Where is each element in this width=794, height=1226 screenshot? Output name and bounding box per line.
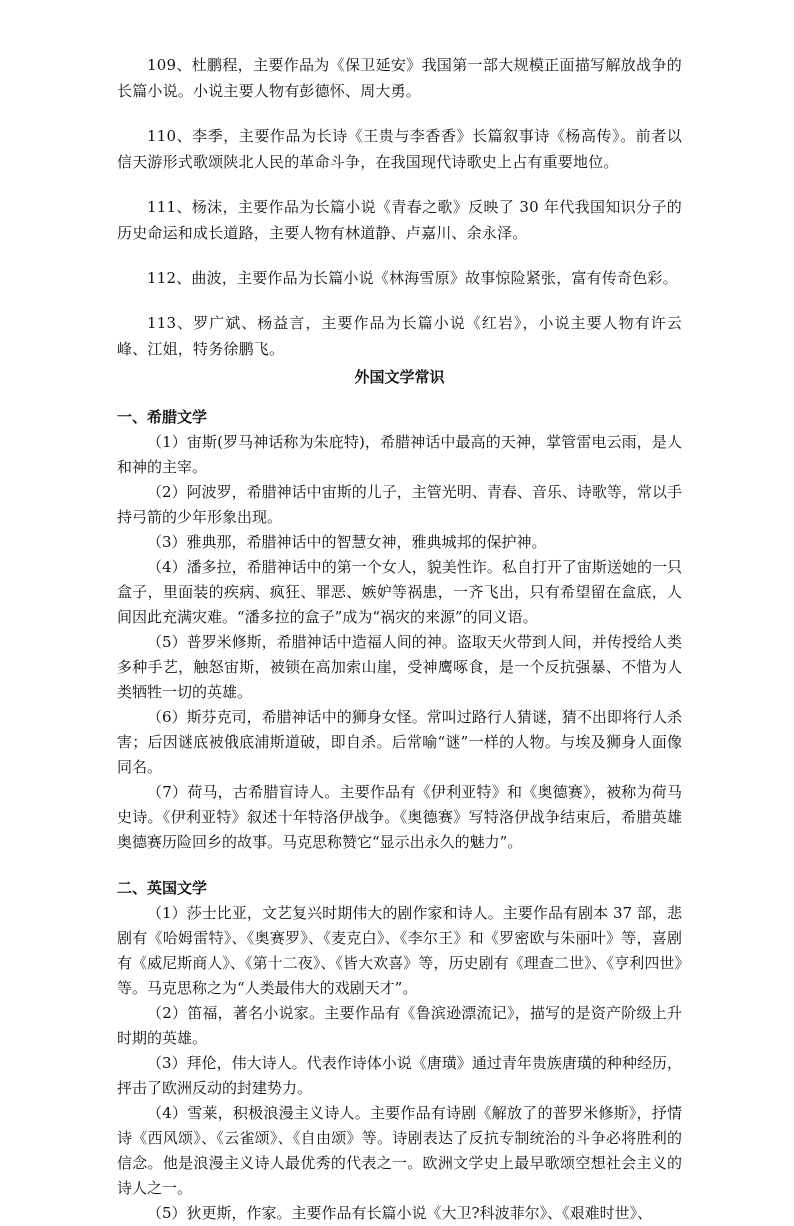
list-item: （2）阿波罗，希腊神话中宙斯的儿子，主管光明、青春、音乐、诗歌等，常以手持弓箭的少年形象出现。 [117, 483, 682, 526]
paragraph-109: 109、杜鹏程，主要作品为《保卫延安》我国第一部大规模正面描写解放战争的长篇小说。小说主要人物有彭德怀、周大勇。 [117, 56, 682, 100]
section-heading: 一、希腊文学 [117, 408, 208, 426]
section-english-literature [117, 875, 682, 1226]
paragraph-gap [117, 291, 682, 310]
list-item: （2）笛福，著名小说家。主要作品有《鲁滨逊漂流记》，描写的是资产阶级上升时期的英雄。 [117, 1004, 682, 1047]
paragraph-110: 110、李季，主要作品为长诗《王贵与李香香》长篇叙事诗《杨高传》。前者以信天游形式歌颂陕北人民的革命斗争，在我国现代诗歌史上占有重要地位。 [117, 127, 682, 171]
paragraph-113: 113、罗广斌、杨益言，主要作品为长篇小说《红岩》，小说主要人物有许云峰、江姐，特务徐鹏飞。 [117, 314, 682, 358]
section-gap [117, 855, 682, 875]
list-item: （4）雪莱，积极浪漫主义诗人。主要作品有诗剧《解放了的普罗米修斯》，抒情诗《西风颂》、《云雀颂》、《自由颂》等。诗剧表达了反抗专制统治的斗争必将胜利的信念。他是浪漫主义诗人最优秀的代表之一。欧洲文学史上最早歌颂空想社会主义的诗人之一。 [117, 1104, 682, 1197]
paragraph-112: 112、曲波，主要作品为长篇小说《林海雪原》故事惊险紧张，富有传奇色彩。 [147, 269, 678, 287]
list-item: （3）拜伦，伟大诗人。代表作诗体小说《唐璜》通过青年贵族唐璜的种种经历，抨击了欧洲反动的封建势力。 [117, 1054, 682, 1097]
list-item: （3）雅典那，希腊神话中的智慧女神，雅典城邦的保护神。 [147, 533, 547, 551]
paragraph-gap [117, 246, 682, 265]
paragraph-gap [117, 175, 682, 194]
paragraph-111: 111、杨沫，主要作品为长篇小说《青春之歌》反映了 30 年代我国知识分子的历史命运和成长道路，主要人物有林道静、卢嘉川、余永泽。 [117, 198, 682, 242]
list-item: （6）斯芬克司，希腊神话中的狮身女怪。常叫过路行人猜谜，猜不出即将行人杀害；后因谜底被俄底浦斯道破，即自杀。后常喻“谜”一样的人物。与埃及狮身人面像同名。 [117, 708, 682, 776]
list-item: （4）潘多拉，希腊神话中的第一个女人，貌美性诈。私自打开了宙斯送她的一只盒子，里面装的疾病、疯狂、罪恶、嫉妒等祸患，一齐飞出，只有希望留在盒底，人间因此充满灾难。“潘多拉的盒子”成为“祸灾的来源”的同义语。 [117, 558, 682, 626]
paragraph-gap [117, 104, 682, 123]
list-item: （1）宙斯(罗马神话称为朱庇特)，希腊神话中最高的天神，掌管雷电云雨，是人和神的主宰。 [117, 433, 682, 476]
section-title: 外国文学常识 [354, 368, 445, 386]
list-item: （5）狄更斯，作家。主要作品有长篇小说《大卫?科波菲尔》、《艰难时世》、 [147, 1204, 653, 1222]
list-item: （5）普罗米修斯，希腊神话中造福人间的神。盗取天火带到人间，并传授给人类多种手艺，触怒宙斯，被锁在高加索山崖，受神鹰啄食，是一个反抗强暴、不惜为人类牺牲一切的英雄。 [117, 633, 682, 701]
section-heading: 二、英国文学 [117, 879, 208, 897]
section-greek-literature [117, 404, 682, 855]
list-item: （7）荷马，古希腊盲诗人。主要作品有《伊利亚特》和《奥德赛》，被称为荷马史诗。《伊利亚特》叙述十年特洛伊战争。《奥德赛》写特洛伊战争结束后，希腊英雄奥德赛历险回乡的故事。马克思称赞它“显示出永久的魅力”。 [117, 783, 682, 851]
list-item: （1）莎士比亚，文艺复兴时期伟大的剧作家和诗人。主要作品有剧本 37 部，悲剧有《哈姆雷特》、《奥赛罗》、《麦克白》、《李尔王》和《罗密欧与朱丽叶》等，喜剧有《威尼斯商人》、《第十二夜》、《皆大欢喜》等，历史剧有《理查二世》、《亨利四世》等。马克思称之为“人类最伟大的戏剧天才”。 [117, 904, 682, 997]
